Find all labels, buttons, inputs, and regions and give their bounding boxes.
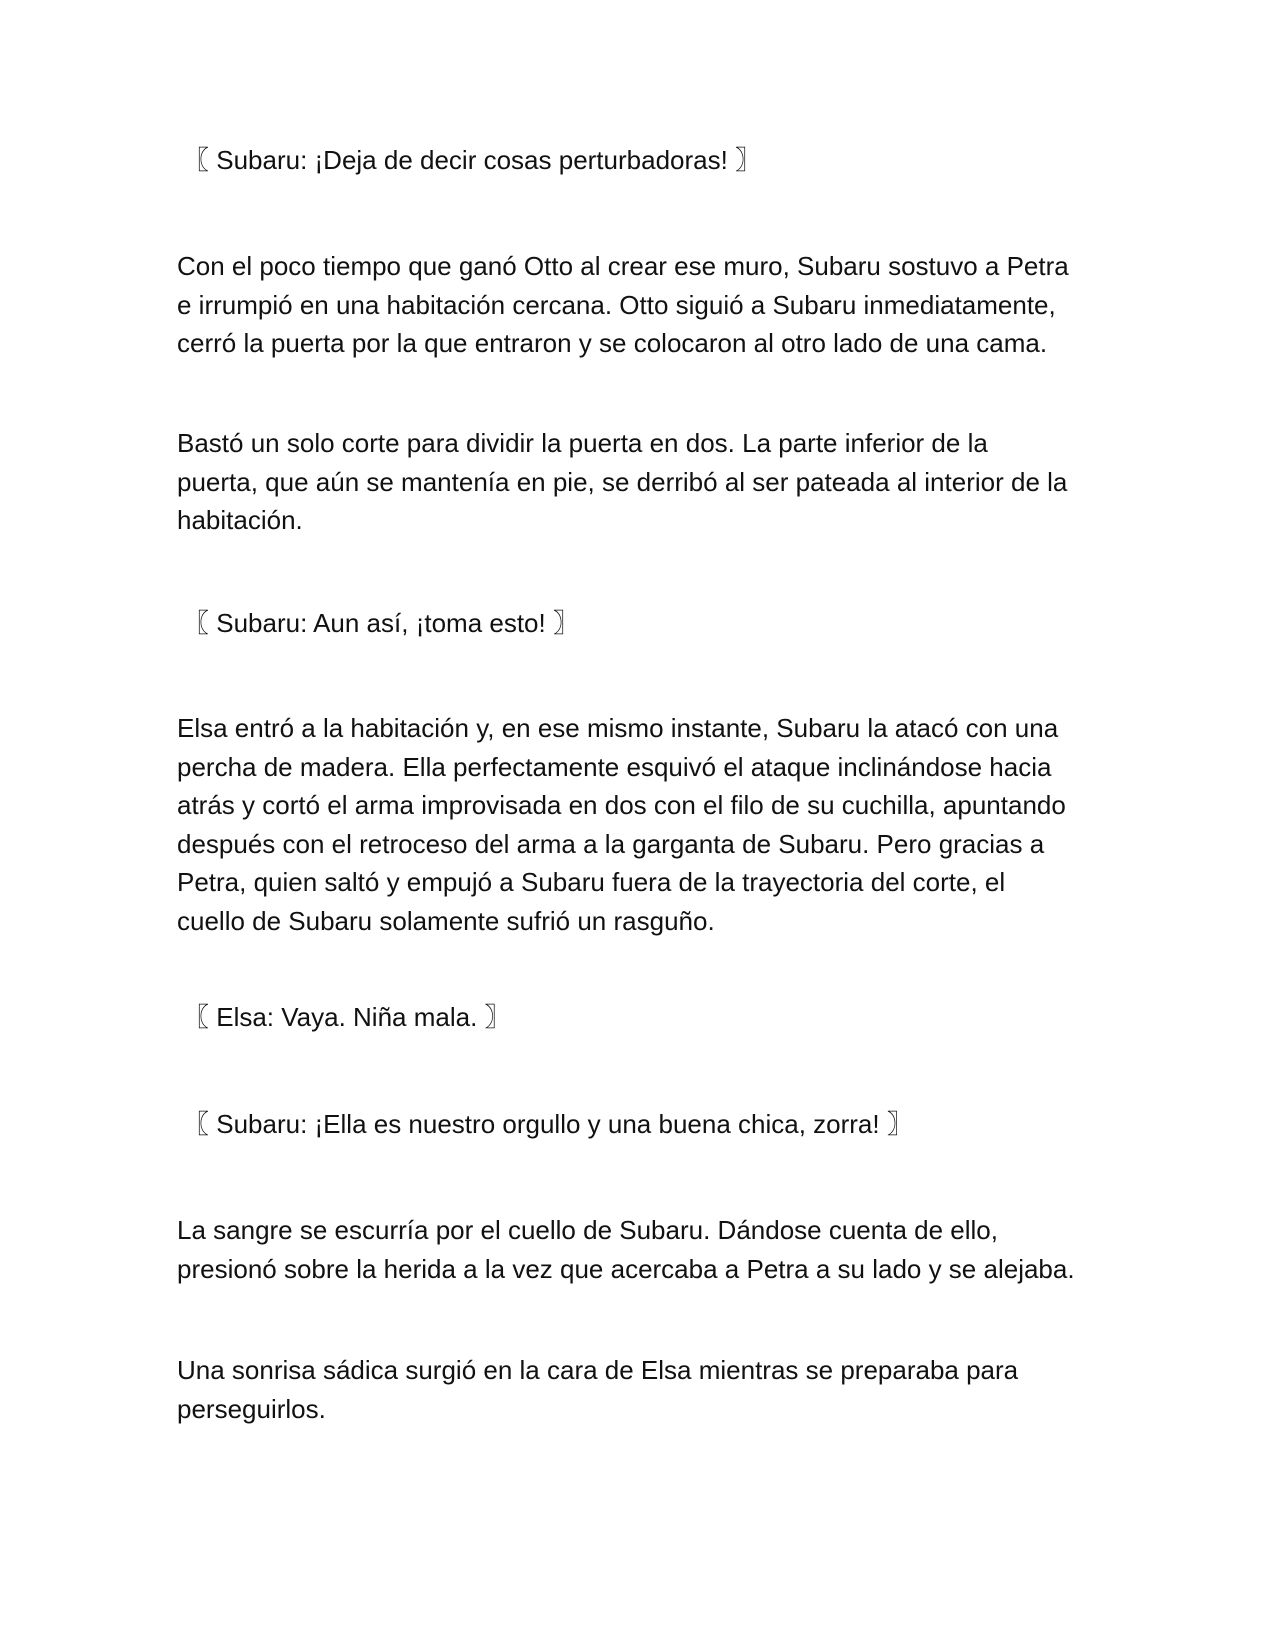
paragraph-line: Petra, quien saltó y empujó a Subaru fuera de la trayectoria del corte, el xyxy=(177,867,1006,897)
paragraph-line: Elsa entró a la habitación y, en ese mismo instante, Subaru la atacó con una xyxy=(177,713,1059,743)
paragraph-line: Una sonrisa sádica surgió en la cara de Elsa mientras se preparaba para xyxy=(177,1355,1019,1385)
paragraph-2 xyxy=(177,424,1107,540)
paragraph-1 xyxy=(177,247,1107,363)
paragraph-line: cuello de Subaru solamente sufrió un rasguño. xyxy=(177,905,715,936)
paragraph-line: cerró la puerta por la que entraron y se colocaron al otro lado de una cama. xyxy=(177,328,1048,358)
dialogue-line: 〖 Subaru: ¡Deja de decir cosas perturbadoras! 〗 xyxy=(183,145,762,175)
paragraph-line: atrás y cortó el arma improvisada en dos con el filo de su cuchilla, apuntando xyxy=(177,790,1066,820)
paragraph-line: presionó sobre la herida a la vez que acercaba a Petra a su lado y se alejaba. xyxy=(177,1253,1075,1284)
paragraph-line: habitación. xyxy=(177,505,303,535)
dialogue-line: 〖 Subaru: ¡Ella es nuestro orgullo y una buena chica, zorra! 〗 xyxy=(183,1109,913,1139)
paragraph-line: Con el poco tiempo que ganó Otto al crear ese muro, Subaru sostuvo a Petra xyxy=(177,251,1069,281)
paragraph-5 xyxy=(177,1351,1107,1428)
dialogue-subaru-2 xyxy=(183,604,1113,643)
paragraph-3 xyxy=(177,709,1107,940)
paragraph-line: percha de madera. Ella perfectamente esquivó el ataque inclinándose hacia xyxy=(177,751,1052,782)
dialogue-line: 〖 Subaru: Aun así, ¡toma esto! 〗 xyxy=(183,608,579,638)
paragraph-4 xyxy=(177,1211,1107,1288)
paragraph-line: después con el retroceso del arma a la garganta de Subaru. Pero gracias a xyxy=(177,828,1045,859)
dialogue-line: 〖 Elsa: Vaya. Niña mala. 〗 xyxy=(183,1002,511,1032)
paragraph-line: puerta, que aún se mantenía en pie, se derribó al ser pateada al interior de la xyxy=(177,466,1068,497)
paragraph-line: Bastó un solo corte para dividir la puerta en dos. La parte inferior de la xyxy=(177,428,988,458)
paragraph-line: perseguirlos. xyxy=(177,1393,326,1424)
paragraph-line: La sangre se escurría por el cuello de Subaru. Dándose cuenta de ello, xyxy=(177,1215,998,1245)
dialogue-subaru-1 xyxy=(183,141,1113,180)
dialogue-subaru-3 xyxy=(183,1105,1113,1144)
paragraph-line: e irrumpió en una habitación cercana. Otto siguió a Subaru inmediatamente, xyxy=(177,289,1056,320)
dialogue-elsa xyxy=(183,998,1113,1037)
